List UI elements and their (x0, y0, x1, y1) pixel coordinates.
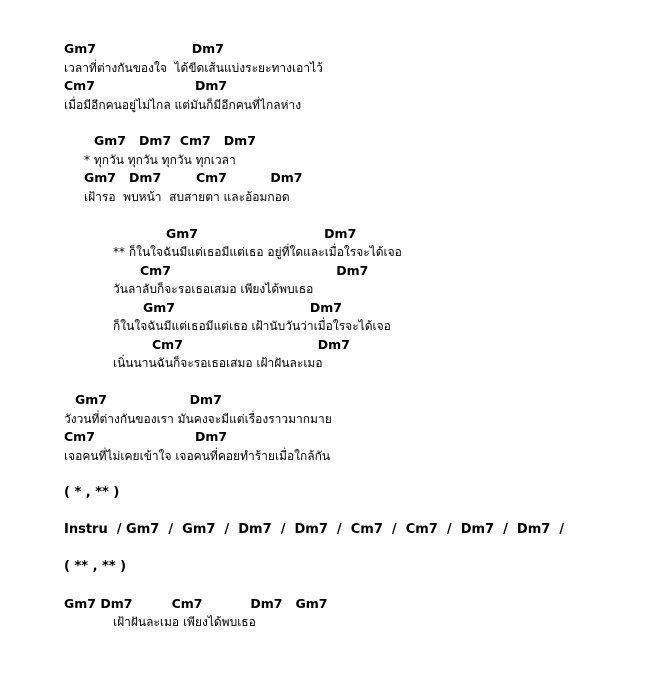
prechorus-lyric-line-2: เฝ้ารอ พบหน้า สบสายตา และอ้อมกอด (84, 190, 290, 204)
outro-lyric: เฝ้าฝันละเมอ เพียงได้พบเธอ (113, 615, 256, 629)
chorus-lyric-line-3: ก็ในใจฉันมีแต่เธอมีแต่เธอ เฝ้านับวันว่าเมื่อใรจะได้เจอ (113, 319, 391, 333)
chorus-lyric-line-1: ** ก็ในใจฉันมีแต่เธอมีแต่เธอ อยู่ที่ใดและเมื่อใรจะได้เจอ (113, 245, 402, 259)
repeat-marker-2: ( ** , ** ) (64, 559, 127, 574)
verse2-lyric-line-2: เจอคนที่ไม่เคยเข้าใจ เจอคนที่คอยทำร้ายเมื่อใกล้กัน (64, 449, 331, 463)
verse1-lyric-line-1: เวลาที่ต่างกันของใจ ได้ขีดเส้นแบ่งระยะทางเอาไว้ (64, 61, 323, 75)
chorus-lyric-line-2: วันลาลับก็จะรอเธอเสมอ เพียงได้พบเธอ (113, 282, 314, 296)
verse1-chords-line-1: Gm7 Dm7 (64, 41, 224, 56)
outro-chords: Gm7 Dm7 Cm7 Dm7 Gm7 (64, 596, 328, 611)
chorus-lyric-line-4: เนิ่นนานฉันก็จะรอเธอเสมอ เฝ้าฝันละเมอ (113, 356, 323, 370)
prechorus-chords-line-2: Gm7 Dm7 Cm7 Dm7 (84, 170, 303, 185)
verse1-chords-line-2: Cm7 Dm7 (64, 78, 228, 93)
chorus-chords-line-4: Cm7 Dm7 (152, 337, 350, 352)
verse2-chords-line-2: Cm7 Dm7 (64, 429, 228, 444)
verse1-lyric-line-2: เมื่อมีอีกคนอยู่ไม่ไกล แต่มันก็มีอีกคนที่ไกลห่าง (64, 98, 302, 112)
prechorus-chords-intro: Gm7 Dm7 Cm7 Dm7 (94, 133, 256, 148)
instrumental-line: Instru / Gm7 / Gm7 / Dm7 / Dm7 / Cm7 / Cm7 / Dm7 / Dm7 / (64, 522, 565, 537)
repeat-marker-1: ( * , ** ) (64, 485, 120, 500)
chorus-chords-line-3: Gm7 Dm7 (143, 300, 342, 315)
verse2-lyric-line-1: วังวนที่ต่างกันของเรา มันคงจะมีแต่เรื่องราวมากมาย (64, 412, 332, 426)
chorus-chords-line-2: Cm7 Dm7 (140, 263, 369, 278)
verse2-chords-line-1: Gm7 Dm7 (75, 392, 222, 407)
chorus-chords-line-1: Gm7 Dm7 (166, 226, 357, 241)
prechorus-lyric-line-1: * ทุกวัน ทุกวัน ทุกวัน ทุกเวลา (84, 153, 236, 167)
